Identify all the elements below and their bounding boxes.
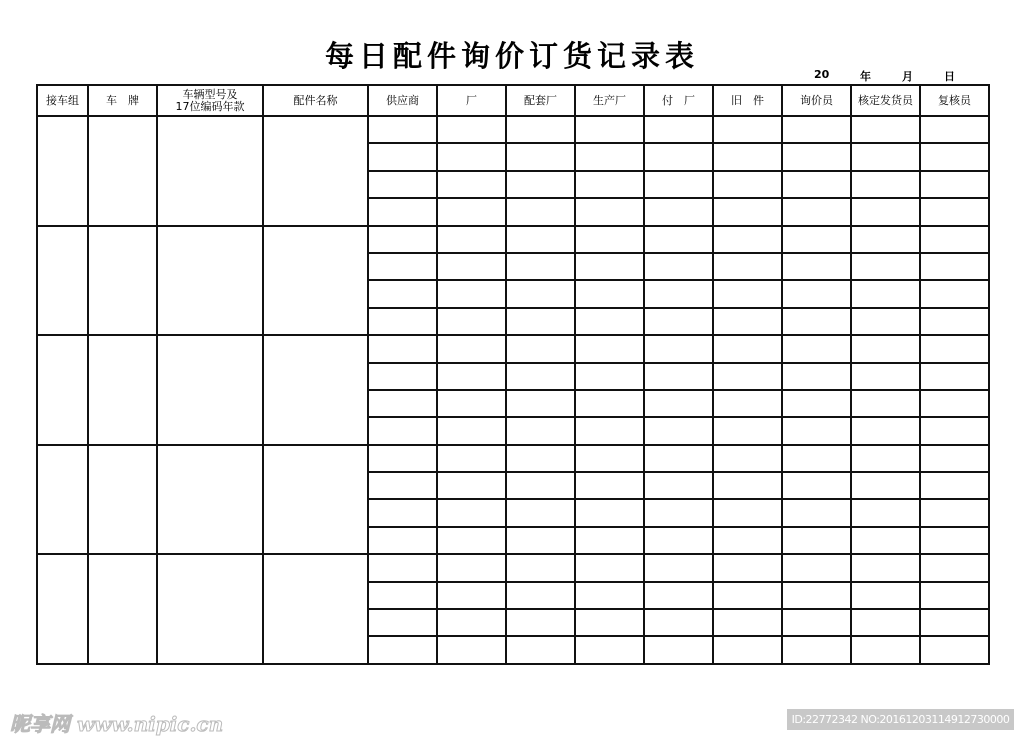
entry-cell[interactable] [713, 143, 782, 170]
entry-cell[interactable] [644, 417, 713, 444]
entry-cell[interactable] [782, 226, 851, 253]
entry-cell[interactable] [782, 198, 851, 225]
entry-cell[interactable] [506, 253, 575, 280]
entry-cell[interactable] [644, 582, 713, 609]
entry-cell[interactable] [506, 499, 575, 526]
entry-cell[interactable] [506, 527, 575, 554]
group-cell[interactable] [263, 335, 368, 445]
page-title: 每日配件询价订货记录表 [324, 39, 699, 73]
entry-cell[interactable] [368, 472, 437, 499]
group-cell[interactable] [88, 226, 157, 336]
entry-cell[interactable] [368, 554, 437, 581]
group-cell[interactable] [88, 554, 157, 664]
entry-cell[interactable] [575, 636, 644, 663]
entry-cell[interactable] [644, 363, 713, 390]
entry-cell[interactable] [782, 472, 851, 499]
entry-cell[interactable] [920, 116, 989, 143]
entry-cell[interactable] [644, 335, 713, 362]
entry-cell[interactable] [368, 116, 437, 143]
entry-cell[interactable] [713, 280, 782, 307]
entry-cell[interactable] [575, 527, 644, 554]
group-cell[interactable] [263, 226, 368, 336]
entry-cell[interactable] [437, 472, 506, 499]
column-header: 供应商 [368, 85, 437, 116]
image-id-label: ID:22772342 NO:20161203114912730000 [787, 709, 1014, 730]
entry-cell[interactable] [851, 390, 920, 417]
entry-cell[interactable] [851, 417, 920, 444]
entry-cell[interactable] [644, 226, 713, 253]
date-year-prefix: 20 [814, 68, 830, 81]
group-cell[interactable] [157, 445, 263, 555]
entry-cell[interactable] [920, 554, 989, 581]
group-cell[interactable] [157, 116, 263, 226]
entry-cell[interactable] [575, 417, 644, 444]
entry-cell[interactable] [368, 280, 437, 307]
entry-cell[interactable] [713, 499, 782, 526]
entry-cell[interactable] [644, 445, 713, 472]
entry-cell[interactable] [437, 280, 506, 307]
entry-cell[interactable] [851, 445, 920, 472]
entry-cell[interactable] [920, 527, 989, 554]
entry-cell[interactable] [920, 226, 989, 253]
entry-cell[interactable] [506, 445, 575, 472]
group-cell[interactable] [157, 554, 263, 664]
entry-cell[interactable] [368, 171, 437, 198]
entry-cell[interactable] [782, 390, 851, 417]
entry-cell[interactable] [782, 527, 851, 554]
entry-cell[interactable] [368, 609, 437, 636]
entry-cell[interactable] [851, 171, 920, 198]
entry-cell[interactable] [575, 390, 644, 417]
entry-cell[interactable] [644, 472, 713, 499]
group-cell[interactable] [37, 116, 88, 226]
entry-cell[interactable] [575, 308, 644, 335]
entry-cell[interactable] [437, 390, 506, 417]
entry-cell[interactable] [713, 582, 782, 609]
entry-cell[interactable] [437, 363, 506, 390]
column-header: 配套厂 [506, 85, 575, 116]
group-cell[interactable] [37, 554, 88, 664]
entry-cell[interactable] [851, 582, 920, 609]
entry-cell[interactable] [920, 445, 989, 472]
entry-cell[interactable] [644, 280, 713, 307]
table-row [37, 116, 989, 143]
entry-cell[interactable] [506, 417, 575, 444]
entry-cell[interactable] [851, 527, 920, 554]
entry-cell[interactable] [368, 253, 437, 280]
group-cell[interactable] [37, 226, 88, 336]
group-cell[interactable] [37, 335, 88, 445]
entry-cell[interactable] [920, 253, 989, 280]
entry-cell[interactable] [782, 143, 851, 170]
entry-cell[interactable] [575, 582, 644, 609]
entry-cell[interactable] [506, 280, 575, 307]
entry-cell[interactable] [644, 116, 713, 143]
entry-cell[interactable] [575, 363, 644, 390]
entry-cell[interactable] [851, 308, 920, 335]
entry-cell[interactable] [713, 554, 782, 581]
entry-cell[interactable] [920, 363, 989, 390]
entry-cell[interactable] [506, 472, 575, 499]
entry-cell[interactable] [368, 636, 437, 663]
watermark-logo: 昵享网 www.nipic.cn [10, 712, 224, 736]
entry-cell[interactable] [851, 636, 920, 663]
entry-cell[interactable] [437, 308, 506, 335]
column-header: 复核员 [920, 85, 989, 116]
entry-cell[interactable] [920, 609, 989, 636]
entry-cell[interactable] [782, 636, 851, 663]
entry-cell[interactable] [575, 335, 644, 362]
group-cell[interactable] [88, 445, 157, 555]
entry-cell[interactable] [644, 390, 713, 417]
entry-cell[interactable] [437, 226, 506, 253]
entry-cell[interactable] [506, 609, 575, 636]
entry-cell[interactable] [782, 554, 851, 581]
entry-cell[interactable] [506, 335, 575, 362]
entry-cell[interactable] [575, 143, 644, 170]
entry-cell[interactable] [644, 527, 713, 554]
entry-cell[interactable] [437, 171, 506, 198]
entry-cell[interactable] [782, 582, 851, 609]
column-header: 车 牌 [88, 85, 157, 116]
entry-cell[interactable] [782, 609, 851, 636]
entry-cell[interactable] [368, 335, 437, 362]
column-header: 核定发货员 [851, 85, 920, 116]
entry-cell[interactable] [437, 554, 506, 581]
entry-cell[interactable] [437, 499, 506, 526]
entry-cell[interactable] [713, 198, 782, 225]
entry-cell[interactable] [575, 445, 644, 472]
record-table [36, 84, 990, 665]
entry-cell[interactable] [782, 335, 851, 362]
entry-cell[interactable] [368, 363, 437, 390]
entry-cell[interactable] [575, 554, 644, 581]
entry-cell[interactable] [920, 417, 989, 444]
entry-cell[interactable] [575, 226, 644, 253]
date-day-label: 日 [944, 70, 955, 83]
entry-cell[interactable] [713, 609, 782, 636]
entry-cell[interactable] [920, 308, 989, 335]
entry-cell[interactable] [644, 143, 713, 170]
entry-cell[interactable] [782, 171, 851, 198]
entry-cell[interactable] [437, 116, 506, 143]
entry-cell[interactable] [437, 527, 506, 554]
entry-cell[interactable] [920, 582, 989, 609]
entry-cell[interactable] [575, 280, 644, 307]
entry-cell[interactable] [437, 253, 506, 280]
table-row [37, 226, 989, 253]
entry-cell[interactable] [782, 253, 851, 280]
entry-cell[interactable] [782, 499, 851, 526]
entry-cell[interactable] [851, 143, 920, 170]
entry-cell[interactable] [368, 143, 437, 170]
entry-cell[interactable] [713, 417, 782, 444]
entry-cell[interactable] [713, 171, 782, 198]
entry-cell[interactable] [713, 472, 782, 499]
entry-cell[interactable] [920, 198, 989, 225]
group-cell[interactable] [157, 226, 263, 336]
entry-cell[interactable] [851, 335, 920, 362]
entry-cell[interactable] [575, 499, 644, 526]
entry-cell[interactable] [368, 226, 437, 253]
entry-cell[interactable] [437, 417, 506, 444]
entry-cell[interactable] [506, 582, 575, 609]
entry-cell[interactable] [851, 116, 920, 143]
entry-cell[interactable] [782, 417, 851, 444]
entry-cell[interactable] [713, 390, 782, 417]
group-cell[interactable] [263, 554, 368, 664]
entry-cell[interactable] [920, 636, 989, 663]
entry-cell[interactable] [368, 308, 437, 335]
entry-cell[interactable] [713, 226, 782, 253]
entry-cell[interactable] [644, 554, 713, 581]
entry-cell[interactable] [782, 363, 851, 390]
entry-cell[interactable] [920, 143, 989, 170]
entry-cell[interactable] [644, 198, 713, 225]
entry-cell[interactable] [920, 335, 989, 362]
entry-cell[interactable] [575, 253, 644, 280]
group-cell[interactable] [88, 335, 157, 445]
entry-cell[interactable] [506, 198, 575, 225]
entry-cell[interactable] [920, 390, 989, 417]
table-row [37, 445, 989, 472]
entry-cell[interactable] [368, 198, 437, 225]
entry-cell[interactable] [506, 554, 575, 581]
entry-cell[interactable] [851, 280, 920, 307]
entry-cell[interactable] [368, 417, 437, 444]
group-cell[interactable] [37, 445, 88, 555]
table-body [37, 116, 989, 664]
entry-cell[interactable] [437, 636, 506, 663]
entry-cell[interactable] [437, 143, 506, 170]
entry-cell[interactable] [368, 499, 437, 526]
entry-cell[interactable] [644, 609, 713, 636]
column-header: 车辆型号及 17位编码年款 [157, 85, 263, 116]
entry-cell[interactable] [713, 445, 782, 472]
entry-cell[interactable] [782, 280, 851, 307]
date-month-label: 月 [902, 70, 913, 83]
entry-cell[interactable] [713, 308, 782, 335]
entry-cell[interactable] [782, 116, 851, 143]
entry-cell[interactable] [713, 335, 782, 362]
entry-cell[interactable] [506, 143, 575, 170]
entry-cell[interactable] [920, 472, 989, 499]
group-cell[interactable] [88, 116, 157, 226]
entry-cell[interactable] [506, 171, 575, 198]
entry-cell[interactable] [920, 280, 989, 307]
group-cell[interactable] [263, 445, 368, 555]
entry-cell[interactable] [506, 636, 575, 663]
entry-cell[interactable] [644, 308, 713, 335]
entry-cell[interactable] [437, 445, 506, 472]
entry-cell[interactable] [437, 198, 506, 225]
entry-cell[interactable] [437, 609, 506, 636]
entry-cell[interactable] [713, 636, 782, 663]
date-year-label: 年 [860, 70, 871, 83]
entry-cell[interactable] [506, 390, 575, 417]
entry-cell[interactable] [713, 363, 782, 390]
entry-cell[interactable] [851, 253, 920, 280]
column-header: 付 厂 [644, 85, 713, 116]
column-header: 旧 件 [713, 85, 782, 116]
column-header: 配件名称 [263, 85, 368, 116]
entry-cell[interactable] [644, 636, 713, 663]
column-header: 询价员 [782, 85, 851, 116]
entry-cell[interactable] [368, 527, 437, 554]
entry-cell[interactable] [506, 116, 575, 143]
entry-cell[interactable] [644, 253, 713, 280]
table-row [37, 554, 989, 581]
entry-cell[interactable] [506, 226, 575, 253]
entry-cell[interactable] [920, 171, 989, 198]
entry-cell[interactable] [851, 226, 920, 253]
entry-cell[interactable] [575, 116, 644, 143]
entry-cell[interactable] [437, 335, 506, 362]
entry-cell[interactable] [713, 116, 782, 143]
entry-cell[interactable] [851, 198, 920, 225]
entry-cell[interactable] [644, 171, 713, 198]
entry-cell[interactable] [506, 363, 575, 390]
entry-cell[interactable] [506, 308, 575, 335]
group-cell[interactable] [157, 335, 263, 445]
entry-cell[interactable] [851, 472, 920, 499]
entry-cell[interactable] [575, 198, 644, 225]
entry-cell[interactable] [437, 582, 506, 609]
entry-cell[interactable] [368, 390, 437, 417]
entry-cell[interactable] [920, 499, 989, 526]
entry-cell[interactable] [368, 582, 437, 609]
entry-cell[interactable] [851, 499, 920, 526]
entry-cell[interactable] [851, 609, 920, 636]
entry-cell[interactable] [644, 499, 713, 526]
column-header: 厂 [437, 85, 506, 116]
entry-cell[interactable] [851, 363, 920, 390]
group-cell[interactable] [263, 116, 368, 226]
entry-cell[interactable] [782, 308, 851, 335]
entry-cell[interactable] [851, 554, 920, 581]
entry-cell[interactable] [713, 527, 782, 554]
entry-cell[interactable] [575, 609, 644, 636]
entry-cell[interactable] [575, 472, 644, 499]
table-row [37, 335, 989, 362]
column-header: 接车组 [37, 85, 88, 116]
entry-cell[interactable] [713, 253, 782, 280]
entry-cell[interactable] [575, 171, 644, 198]
column-header: 生产厂 [575, 85, 644, 116]
entry-cell[interactable] [368, 445, 437, 472]
entry-cell[interactable] [782, 445, 851, 472]
header-row [37, 85, 989, 116]
